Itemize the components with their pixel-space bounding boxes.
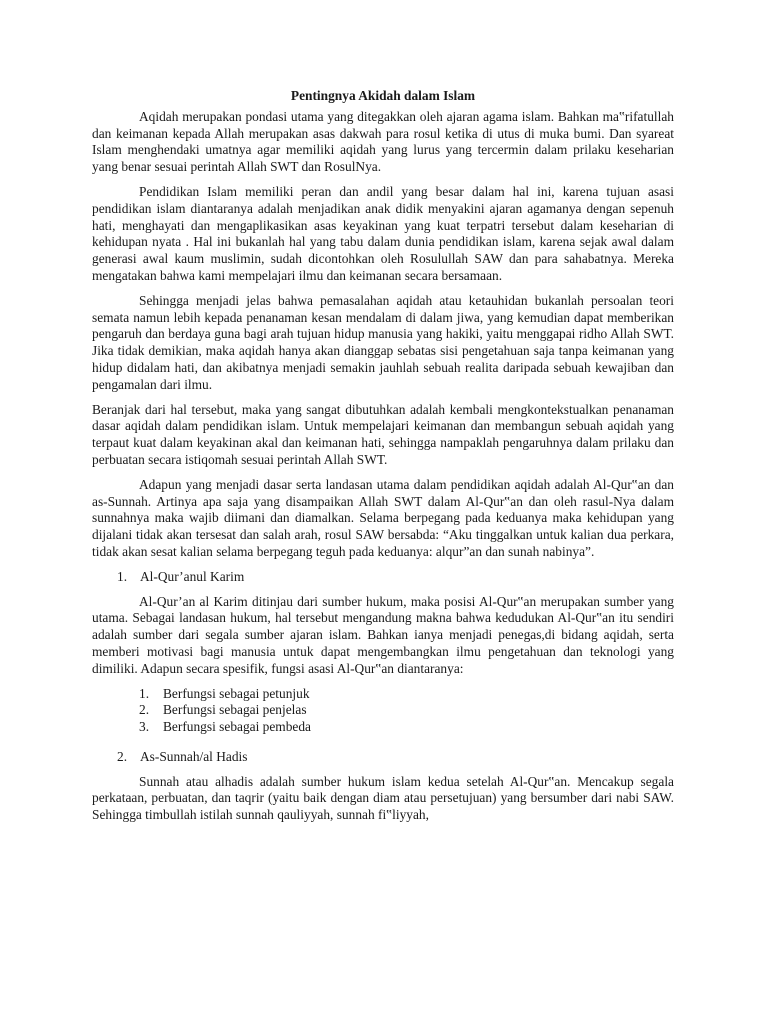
- list-item: [139, 702, 674, 719]
- list-item: [139, 686, 674, 703]
- paragraph-foundations: Adapun yang menjadi dasar serta landasan utama dalam pendidikan aqidah adalah Al-Qur‟an dan as-Sunnah. Artinya apa saja yang disampaikan Allah SWT dalam Al-Qur‟an dan oleh rasul-Nya dalam sunnahnya maka wajib diimani dan diamalkan. Selama berpegang pada keduanya maka kehidupan yang dijalani tidak akan tersesat dan salah arah, rosul SAW bersabda: “Aku tinggalkan untuk kalian dua perkara, tidak akan sesat kalian selama berpegang teguh pada keduanya: alqur”an dan sunah nabinya”.: [92, 476, 674, 559]
- list-item-text: Berfungsi sebagai petunjuk: [163, 685, 310, 701]
- paragraph-islamic-education: Pendidikan Islam memiliki peran dan andil yang besar dalam hal ini, karena tujuan asasi pendidikan islam diantaranya adalah menjadikan anak didik menyakini ajaran agamanya dengan sepenuh hati, menghayati dan mengaplikasikan asas keyakinan yang kuat terpatri tersebut dalam keseharian di kehidupan nyata . Hal ini bukanlah hal yang tabu dalam dunia pendidikan islam, karena sejak awal dalam generasi awal kaum muslimin, sudah dicontohkan oleh Rosulullah SAW dan para sahabatnya. Mereka mengatakan bahwa kami mempelajari ilmu dan keimanan secara bersamaan.: [92, 183, 674, 283]
- list-item: [139, 719, 674, 736]
- document-page: [92, 88, 674, 824]
- section-title: Al-Qur’anul Karim: [140, 568, 245, 584]
- section-title: As-Sunnah/al Hadis: [140, 748, 248, 764]
- paragraph-sunnah: Sunnah atau alhadis adalah sumber hukum islam kedua setelah Al-Qur‟an. Mencakup segala perkataan, perbuatan, dan taqrir (yaitu baik dengan diam atau persetujuan) yang bersumber dari nabi SAW. Sehingga timbullah istilah sunnah qauliyyah, sunnah fi‟liyyah,: [92, 773, 674, 823]
- document-title: Pentingnya Akidah dalam Islam: [290, 88, 476, 103]
- list-item-number: 3.: [139, 719, 150, 735]
- paragraph-quran: Al-Qur’an al Karim ditinjau dari sumber hukum, maka posisi Al-Qur‟an merupakan sumber yang utama. Sebagai landasan hukum, hal tersebut mengandung makna bahwa kedudukan Al-Qur‟an itu sendiri adalah sumber dari segala sumber ajaran islam. Bahkan ianya menjadi penegas,di bidang aqidah, serta memberi motivasi bagi manusia untuk dapat mengembangkan ilmu pengetahuan dan teknologi yang dimiliki. Adapun secara spesifik, fungsi asasi Al-Qur‟an diantaranya:: [92, 593, 674, 676]
- paragraph-aqidah-issue: Sehingga menjadi jelas bahwa pemasalahan aqidah atau ketauhidan bukanlah persoalan teori semata namun lebih kepada penanaman kesan mendalam di dalam jiwa, yang kemudian dapat memberikan pengaruh dan berdaya guna bagi arah tujuan hidup manusia yang hakiki, yaitu menggapai ridho Allah SWT. Jika tidak demikian, maka aqidah hanya akan dianggap sebatas sisi pengetahuan saja tanpa keimanan yang hidup didalam hati, dan akibatnya menjadi semakin jauhlah sebuah realita daripada sebuah kewajiban dan pengamalan dari ilmu.: [92, 292, 674, 392]
- paragraph-aqidah-foundation: Aqidah merupakan pondasi utama yang ditegakkan oleh ajaran agama islam. Bahkan ma‟rifatullah dan keimanan kepada Allah merupakan asas dakwah para rosul ketika di utus di muka bumi. Dan syareat Islam menghendaki umatnya agar memiliki aqidah yang lurus yang tercermin dalam prilaku keseharian yang benar sesuai perintah Allah SWT dan RosulNya.: [92, 108, 674, 175]
- section-heading-quran: [92, 569, 674, 586]
- list-item-number: 2.: [139, 702, 150, 718]
- paragraph-contextualization: Beranjak dari hal tersebut, maka yang sangat dibutuhkan adalah kembali mengkontekstualkan penanaman dasar aqidah dalam pendidikan islam. Untuk mempelajari keimanan dan membangun sebuah aqidah yang terpaut kuat dalam keyakinan akal dan keimanan hati, sehingga nampaklah pengaruhnya dalam prilaku dan perbuatan secara istiqomah sesuai perintah Allah SWT.: [92, 401, 674, 467]
- list-item-number: 1.: [139, 685, 150, 701]
- list-item-text: Berfungsi sebagai penjelas: [163, 702, 307, 718]
- quran-functions-list: [92, 686, 674, 736]
- list-item-text: Berfungsi sebagai pembeda: [163, 719, 311, 735]
- section-heading-sunnah: [92, 749, 674, 766]
- section-number: 1.: [117, 568, 128, 584]
- section-number: 2.: [117, 748, 128, 764]
